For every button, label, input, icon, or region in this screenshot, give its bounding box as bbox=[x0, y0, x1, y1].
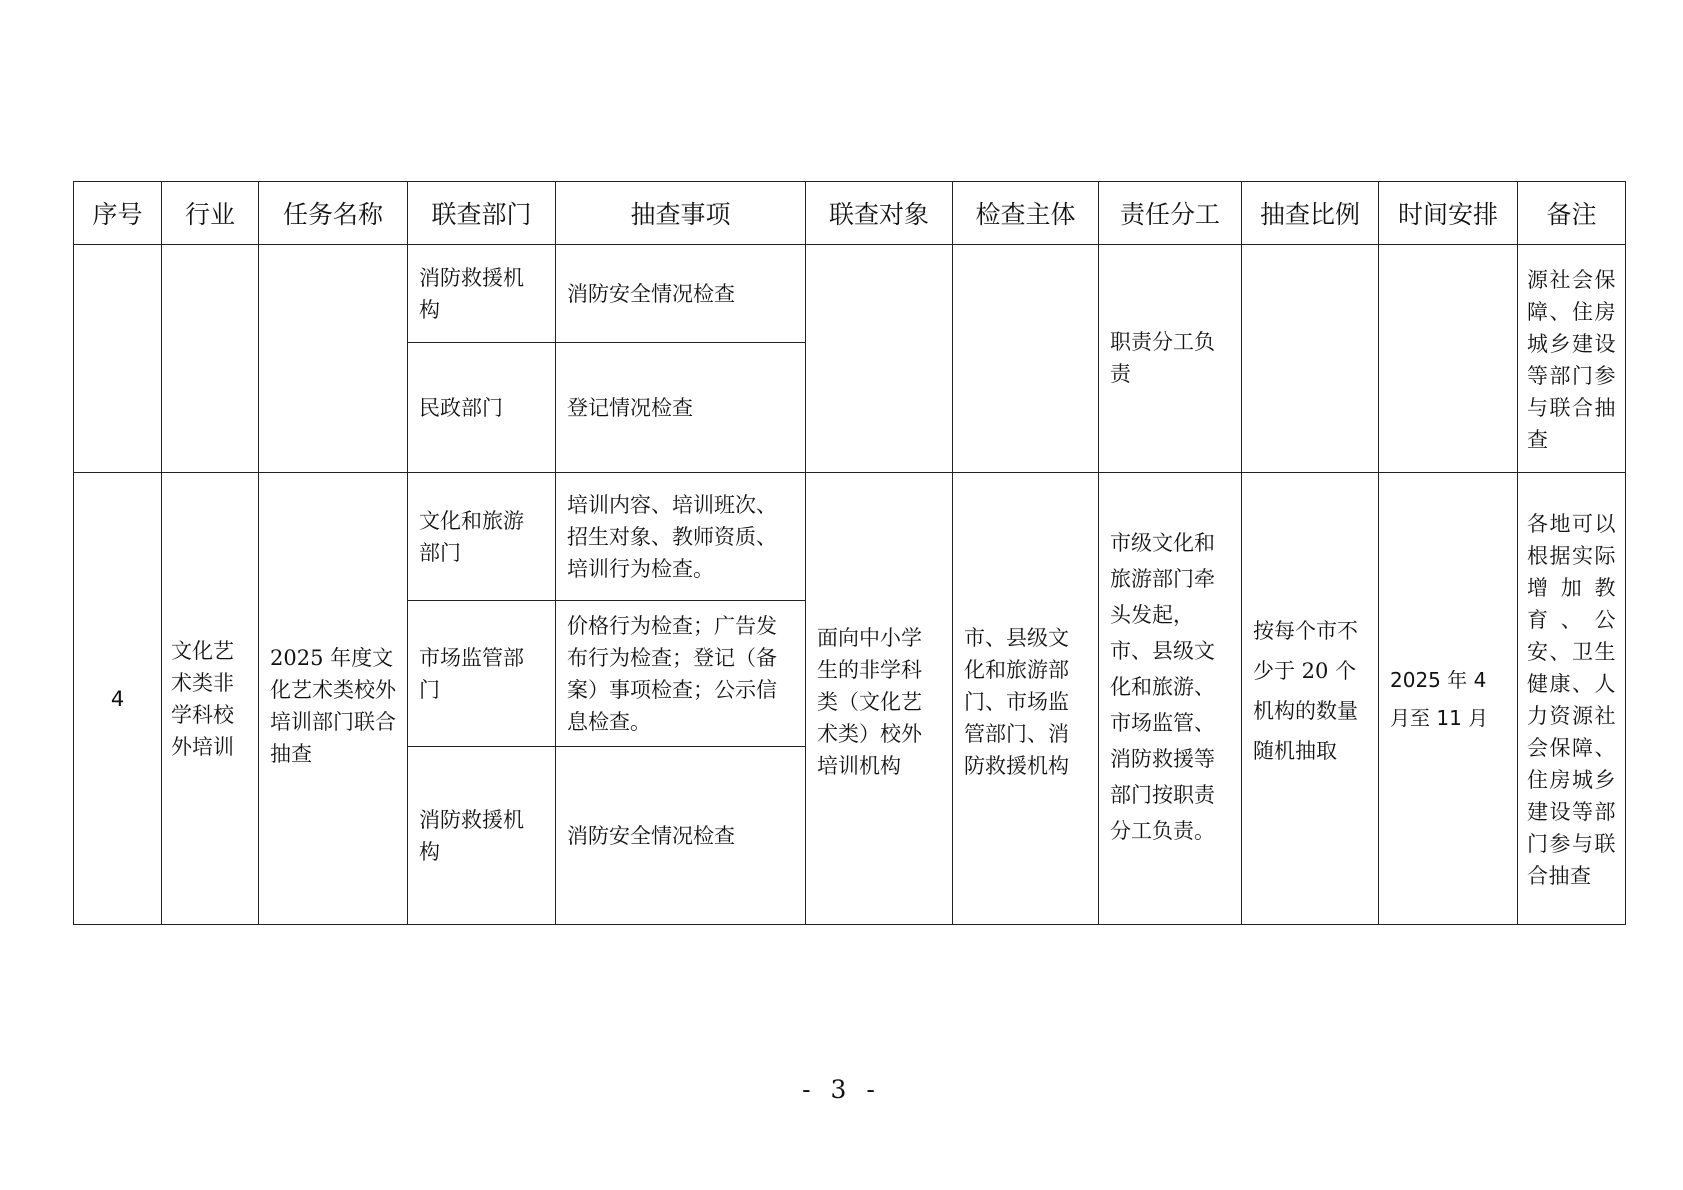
table-header-row bbox=[74, 182, 1626, 245]
cont-industry-cell bbox=[162, 245, 259, 473]
cont-schedule-cell bbox=[1379, 245, 1518, 473]
row4-department-2: 市场监管部门 bbox=[419, 645, 524, 702]
row4-task: 2025 年度文化艺术类校外培训部门联合抽查 bbox=[270, 645, 396, 766]
table-row bbox=[74, 245, 1626, 343]
row4-item-3: 消防安全情况检查 bbox=[567, 823, 735, 848]
row4-department-cell bbox=[408, 747, 556, 925]
cont-remark-cell bbox=[1518, 245, 1626, 473]
row4-item-cell bbox=[556, 747, 806, 925]
row4-seq-cell bbox=[74, 473, 162, 925]
row4-industry-cell bbox=[162, 473, 259, 925]
row4-department-3: 消防救援机构 bbox=[419, 807, 524, 864]
inspection-table bbox=[73, 181, 1626, 925]
cont-department-cell bbox=[408, 245, 556, 343]
header-task: 任务名称 bbox=[259, 182, 408, 245]
header-seq: 序号 bbox=[74, 182, 162, 245]
table-row bbox=[74, 473, 1626, 601]
row4-department-1: 文化和旅游部门 bbox=[419, 508, 524, 565]
cont-responsibility: 职责分工负责 bbox=[1110, 329, 1215, 386]
header-item: 抽查事项 bbox=[556, 182, 806, 245]
row4-item-cell bbox=[556, 473, 806, 601]
cont-subject-cell bbox=[953, 245, 1099, 473]
row4-subject-cell bbox=[953, 473, 1099, 925]
row4-responsibility-cell bbox=[1099, 473, 1242, 925]
cont-remark: 源社会保障、住房城乡建设等部门参与联合抽查 bbox=[1527, 267, 1616, 452]
cont-item-1: 消防安全情况检查 bbox=[567, 281, 735, 306]
cont-target-cell bbox=[806, 245, 953, 473]
header-schedule: 时间安排 bbox=[1379, 182, 1518, 245]
row4-department-cell bbox=[408, 601, 556, 747]
row4-item-cell bbox=[556, 601, 806, 747]
row4-item-2: 价格行为检查；广告发布行为检查；登记（备案）事项检查；公示信息检查。 bbox=[567, 613, 777, 734]
cont-responsibility-cell bbox=[1099, 245, 1242, 473]
cont-department-2: 民政部门 bbox=[419, 395, 503, 420]
row4-ratio-cell bbox=[1242, 473, 1379, 925]
row4-schedule: 2025 年 4 月至 11 月 bbox=[1390, 667, 1489, 730]
header-target: 联查对象 bbox=[806, 182, 953, 245]
row4-item-1: 培训内容、培训班次、招生对象、教师资质、培训行为检查。 bbox=[567, 492, 777, 581]
header-subject: 检查主体 bbox=[953, 182, 1099, 245]
cont-item-2: 登记情况检查 bbox=[567, 395, 693, 420]
row4-department-cell bbox=[408, 473, 556, 601]
header-responsibility: 责任分工 bbox=[1099, 182, 1242, 245]
row4-remark: 各地可以根据实际增加教育、公安、卫生健康、人力资源社会保障、住房城乡建设等部门参与联合抽查 bbox=[1527, 511, 1616, 888]
header-remark: 备注 bbox=[1518, 182, 1626, 245]
row4-remark-cell bbox=[1518, 473, 1626, 925]
row4-schedule-cell bbox=[1379, 473, 1518, 925]
cont-department-cell bbox=[408, 343, 556, 473]
row4-target: 面向中小学生的非学科类（文化艺术类）校外培训机构 bbox=[817, 625, 922, 778]
cont-task-cell bbox=[259, 245, 408, 473]
header-industry: 行业 bbox=[162, 182, 259, 245]
row4-target-cell bbox=[806, 473, 953, 925]
cont-item-cell bbox=[556, 343, 806, 473]
cont-seq-cell bbox=[74, 245, 162, 473]
page-number: - 3 - bbox=[802, 1075, 881, 1104]
cont-item-cell bbox=[556, 245, 806, 343]
header-department: 联查部门 bbox=[408, 182, 556, 245]
cont-ratio-cell bbox=[1242, 245, 1379, 473]
row4-task-cell bbox=[259, 473, 408, 925]
header-ratio: 抽查比例 bbox=[1242, 182, 1379, 245]
row4-responsibility: 市级文化和旅游部门牵头发起，市、县级文化和旅游、市场监管、消防救援等部门按职责分工负责。 bbox=[1110, 530, 1215, 843]
row4-industry: 文化艺术类非学科校外培训 bbox=[171, 638, 234, 759]
cont-department-1: 消防救援机构 bbox=[419, 265, 524, 322]
row4-seq: 4 bbox=[110, 686, 125, 711]
row4-ratio: 按每个市不少于 20 个机构的数量随机抽取 bbox=[1253, 618, 1358, 763]
row4-subject: 市、县级文化和旅游部门、市场监管部门、消防救援机构 bbox=[964, 625, 1069, 778]
